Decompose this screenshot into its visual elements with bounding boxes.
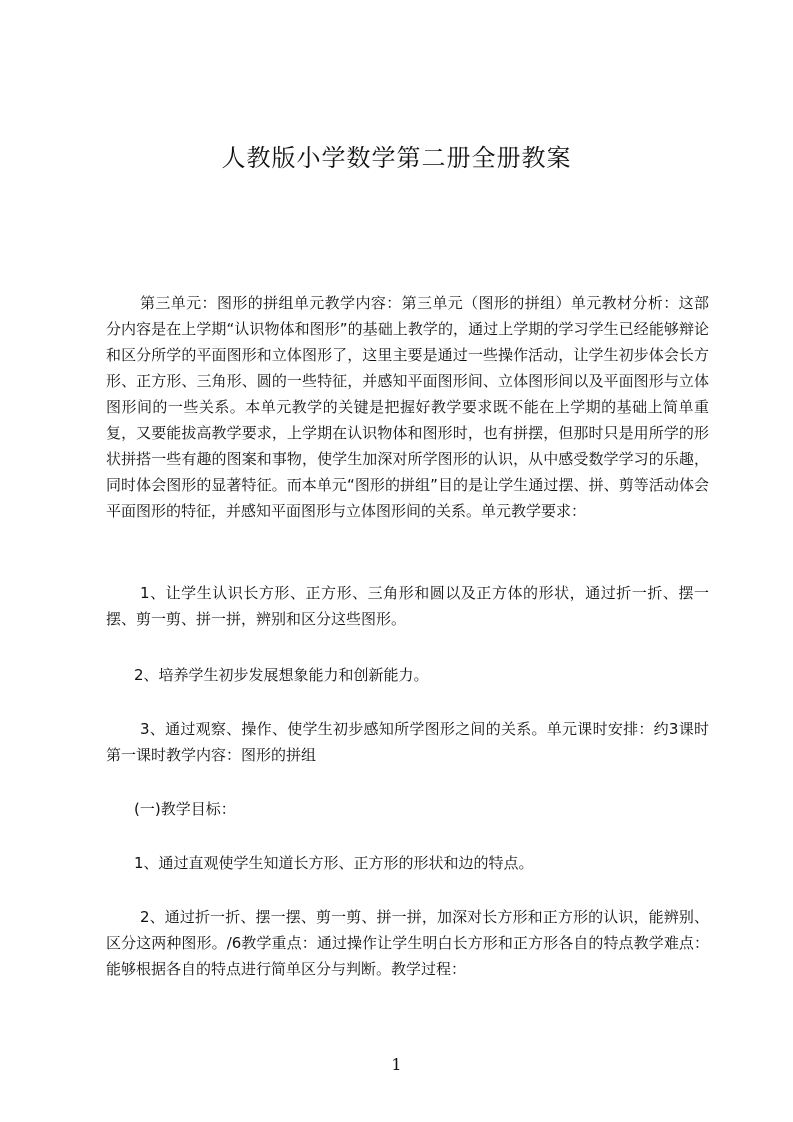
paragraph-requirement-2: 2、培养学生初步发展想象能力和创新能力。: [134, 666, 429, 684]
paragraph-unit-overview: 第三单元：图形的拼组单元教学内容：第三单元（图形的拼组）单元教材分析：这部分内容是在上学期“认识物体和图形”的基础上教学的，通过上学期的学习学生已经能够辩论和区分所学的平面图形和立体图形了，这里主要是通过一些操作活动，让学生初步体会长方形、正方形、三角形、圆的一些特征，并感知平面图形间、立体图形间以及平面图形与立体图形间的一些关系。本单元教学的关键是把握好教学要求既不能在上学期的基础上简单重复，又要能拔高教学要求，上学期在认识物体和图形时，也有拼摆，但那时只是用所学的形状拼搭一些有趣的图案和事物，使学生加深对所学图形的认识，从中感受数学学习的乐趣，同时体会图形的显著特征。而本单元“图形的拼组”目的是让学生通过摆、拼、剪等活动体会平面图形的特征，并感知平面图形与立体图形间的关系。单元教学要求：: [106, 294, 709, 520]
paragraph-objective-1: 1、通过直观使学生知道长方形、正方形的形状和边的特点。: [134, 854, 534, 872]
paragraph-requirement-3: 3、通过观察、操作、使学生初步感知所学图形之间的关系。单元课时安排：约3课时第一课时教学内容：图形的拼组: [106, 720, 709, 764]
page-number: 1: [391, 1055, 402, 1074]
paragraph-objectives-heading: (一)教学目标：: [134, 800, 236, 818]
paragraph-requirement-1: 1、让学生认识长方形、正方形、三角形和圆以及正方体的形状，通过折一折、摆一摆、剪一剪、拼一拼，辨别和区分这些图形。: [106, 584, 709, 628]
document-title: 人教版小学数学第二册全册教案: [221, 144, 572, 172]
paragraph-objective-2: 2、通过折一折、摆一摆、剪一剪、拼一拼，加深对长方形和正方形的认识，能辨别、区分这两种图形。/6教学重点：通过操作让学生明白长方形和正方形各自的特点教学难点：能够根据各自的特点进行简单区分与判断。教学过程：: [106, 908, 709, 978]
